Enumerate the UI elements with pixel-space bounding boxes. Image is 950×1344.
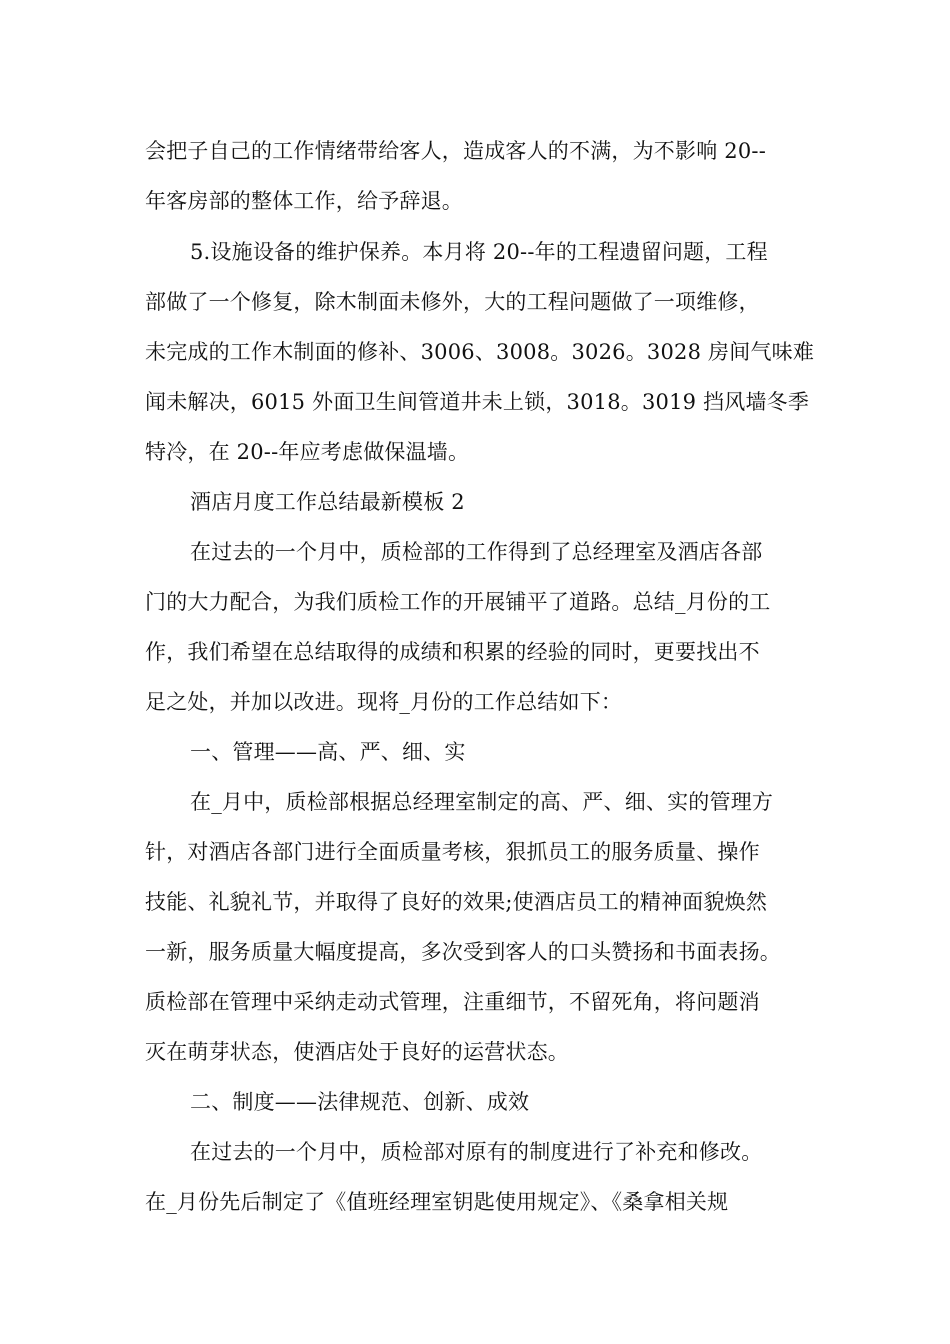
body-text-line: 足之处，并加以改进。现将_月份的工作总结如下： xyxy=(145,690,623,714)
paragraph-first-line: 5.设施设备的维护保养。本月将 20--年的工程遗留问题，工程 xyxy=(190,240,768,264)
section-heading: 一、管理——高、严、细、实 xyxy=(190,740,466,764)
section-heading: 二、制度——法律规范、创新、成效 xyxy=(190,1090,530,1114)
paragraph-first-line: 在_月中，质检部根据总经理室制定的高、严、细、实的管理方 xyxy=(190,790,774,814)
body-text-line: 部做了一个修复，除木制面未修外，大的工程问题做了一项维修， xyxy=(145,290,760,314)
section-title: 酒店月度工作总结最新模板 2 xyxy=(190,490,465,514)
body-text-line: 门的大力配合，为我们质检工作的开展铺平了道路。总结_月份的工 xyxy=(145,590,771,614)
paragraph-first-line: 在过去的一个月中，质检部的工作得到了总经理室及酒店各部 xyxy=(190,540,763,564)
body-text-line: 技能、礼貌礼节，并取得了良好的效果;使酒店员工的精神面貌焕然 xyxy=(145,890,768,914)
body-text-line: 在_月份先后制定了《值班经理室钥匙使用规定》、《桑拿相关规 xyxy=(145,1190,729,1214)
body-text-line: 针，对酒店各部门进行全面质量考核，狠抓员工的服务质量、操作 xyxy=(145,840,760,864)
body-text-line: 闻未解决，6015 外面卫生间管道井未上锁，3018。3019 挡风墙冬季 xyxy=(145,390,810,414)
body-text-line: 质检部在管理中采纳走动式管理，注重细节，不留死角，将问题消 xyxy=(145,990,760,1014)
body-text-line: 灭在萌芽状态，使酒店处于良好的运营状态。 xyxy=(145,1040,569,1064)
body-text-line: 年客房部的整体工作，给予辞退。 xyxy=(145,189,463,213)
body-text-line: 作，我们希望在总结取得的成绩和积累的经验的同时，更要找出不 xyxy=(145,640,760,664)
body-text-line: 未完成的工作木制面的修补、3006、3008。3026。3028 房间气味难 xyxy=(145,340,815,364)
body-text-line: 一新，服务质量大幅度提高，多次受到客人的口头赞扬和书面表扬。 xyxy=(145,940,781,964)
paragraph-first-line: 在过去的一个月中，质检部对原有的制度进行了补充和修改。 xyxy=(190,1140,763,1164)
body-text-line: 会把子自己的工作情绪带给客人，造成客人的不满，为不影响 20-- xyxy=(145,139,766,163)
body-text-line: 特冷，在 20--年应考虑做保温墙。 xyxy=(145,440,470,464)
